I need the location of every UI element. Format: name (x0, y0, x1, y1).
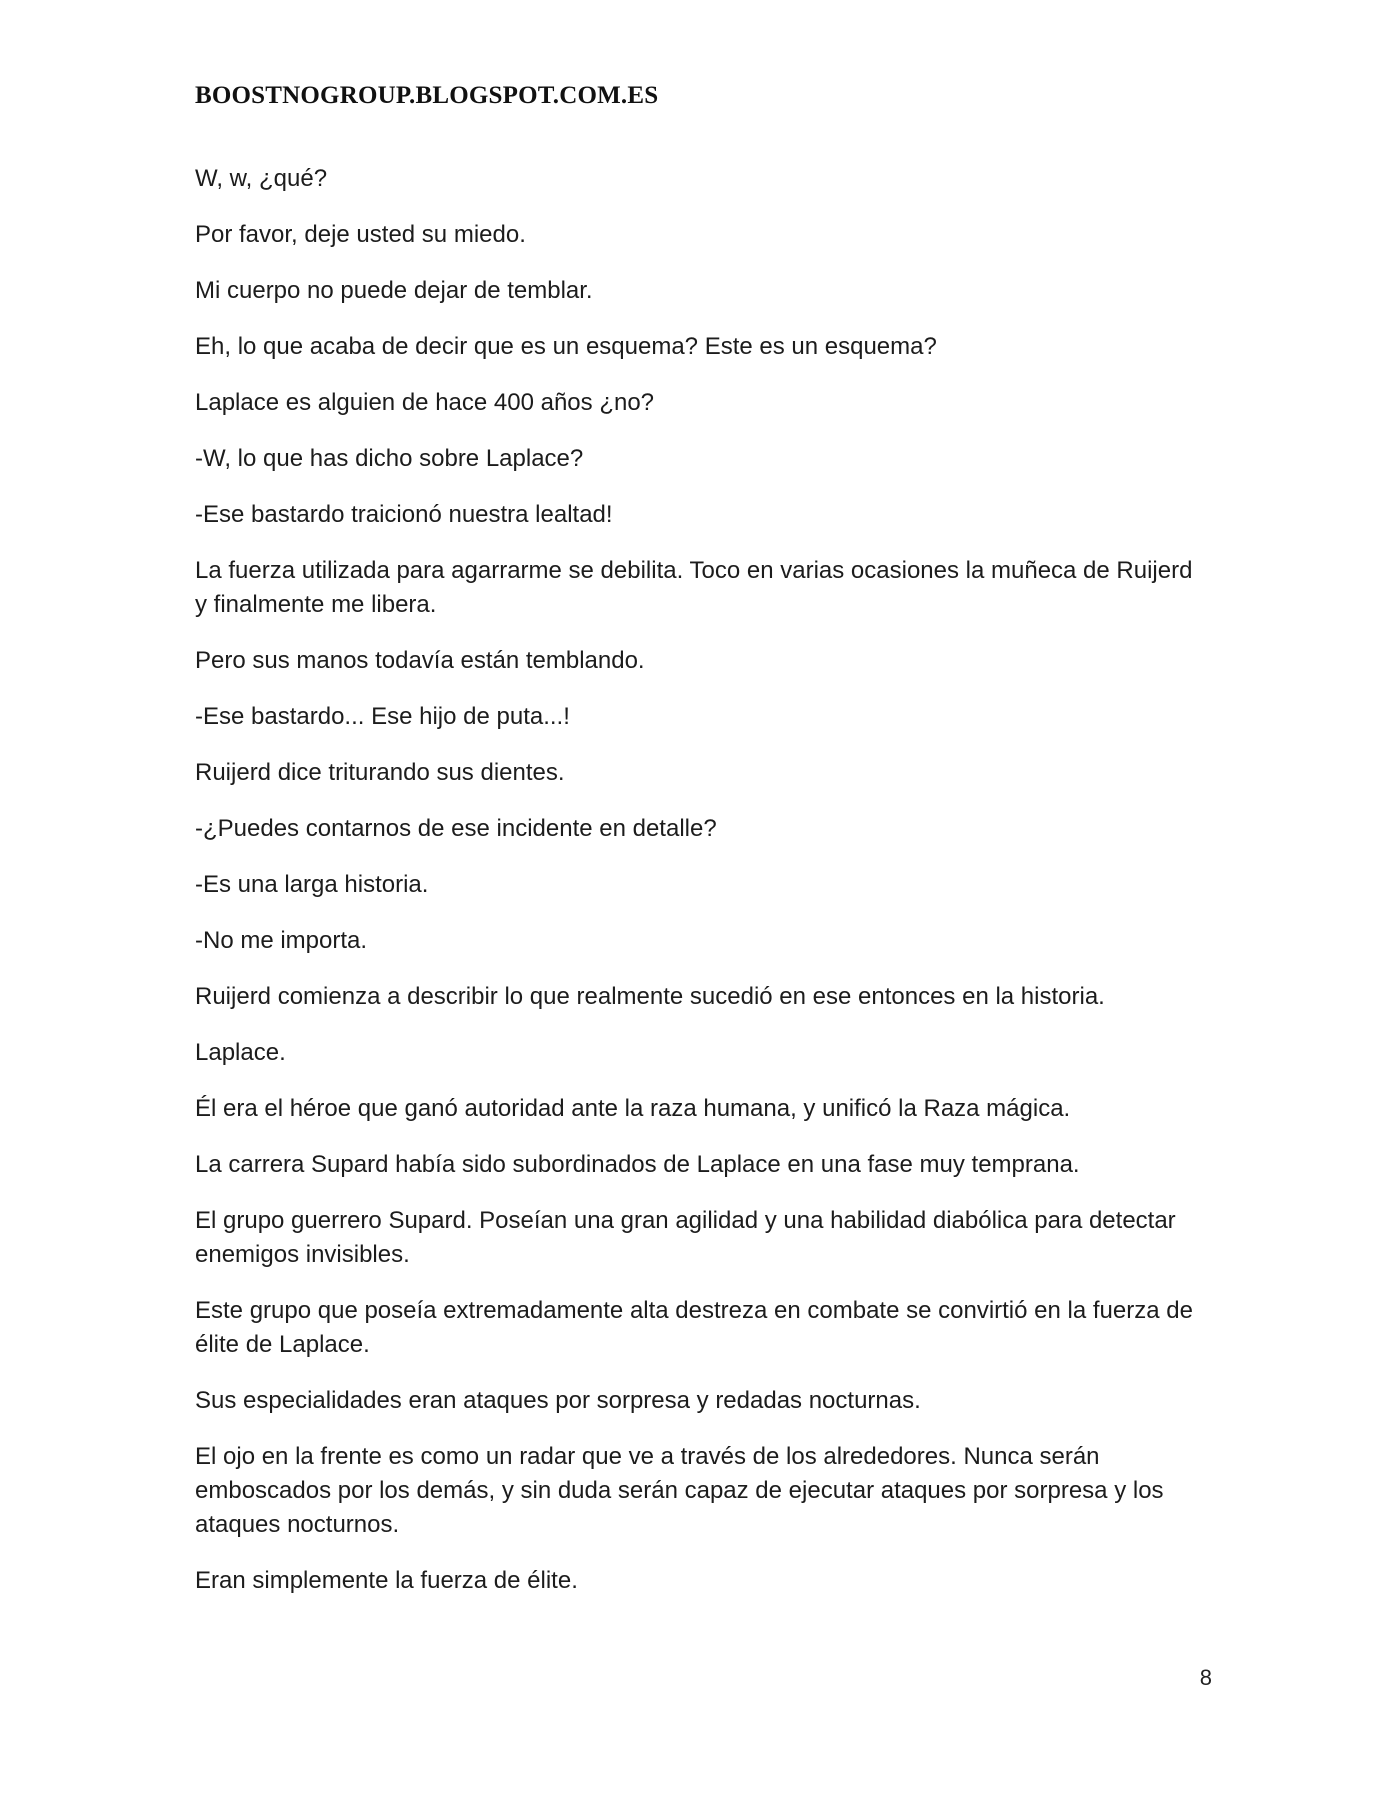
page-header: BOOSTNOGROUP.BLOGSPOT.COM.ES (195, 82, 659, 109)
paragraph: -¿Puedes contarnos de ese incidente en detalle? (195, 815, 717, 842)
paragraph: -Es una larga historia. (195, 871, 429, 898)
body-text (195, 162, 1205, 1620)
paragraph: Este grupo que poseía extremadamente alta destreza en combate se convirtió en la fuerza de élite de Laplace. (195, 1297, 1193, 1358)
paragraph: Mi cuerpo no puede dejar de temblar. (195, 277, 593, 304)
paragraph: El grupo guerrero Supard. Poseían una gran agilidad y una habilidad diabólica para detectar enemigos invisibles. (195, 1207, 1176, 1268)
paragraph: Laplace. (195, 1039, 286, 1066)
paragraph: Eran simplemente la fuerza de élite. (195, 1567, 578, 1594)
paragraph: Por favor, deje usted su miedo. (195, 221, 526, 248)
paragraph: Sus especialidades eran ataques por sorpresa y redadas nocturnas. (195, 1387, 921, 1414)
paragraph: El ojo en la frente es como un radar que ve a través de los alrededores. Nunca serán emboscados por los demás, y sin duda serán capaz de ejecutar ataques por sorpresa y los ataques nocturnos. (195, 1443, 1164, 1538)
paragraph: -Ese bastardo traicionó nuestra lealtad! (195, 501, 613, 528)
paragraph: W, w, ¿qué? (195, 165, 328, 192)
paragraph: Eh, lo que acaba de decir que es un esquema? Este es un esquema? (195, 333, 937, 360)
paragraph: Ruijerd comienza a describir lo que realmente sucedió en ese entonces en la historia. (195, 983, 1105, 1010)
paragraph: La carrera Supard había sido subordinados de Laplace en una fase muy temprana. (195, 1151, 1080, 1178)
paragraph: Laplace es alguien de hace 400 años ¿no? (195, 389, 655, 416)
paragraph: Ruijerd dice triturando sus dientes. (195, 759, 565, 786)
paragraph: -No me importa. (195, 927, 368, 954)
paragraph: -Ese bastardo... Ese hijo de puta...! (195, 703, 570, 730)
paragraph: La fuerza utilizada para agarrarme se debilita. Toco en varias ocasiones la muñeca de Ruijerd y finalmente me libera. (195, 557, 1193, 618)
paragraph: -W, lo que has dicho sobre Laplace? (195, 445, 584, 472)
paragraph: Pero sus manos todavía están temblando. (195, 647, 645, 674)
page-number: 8 (1199, 1665, 1212, 1690)
paragraph: Él era el héroe que ganó autoridad ante la raza humana, y unificó la Raza mágica. (195, 1095, 1071, 1122)
